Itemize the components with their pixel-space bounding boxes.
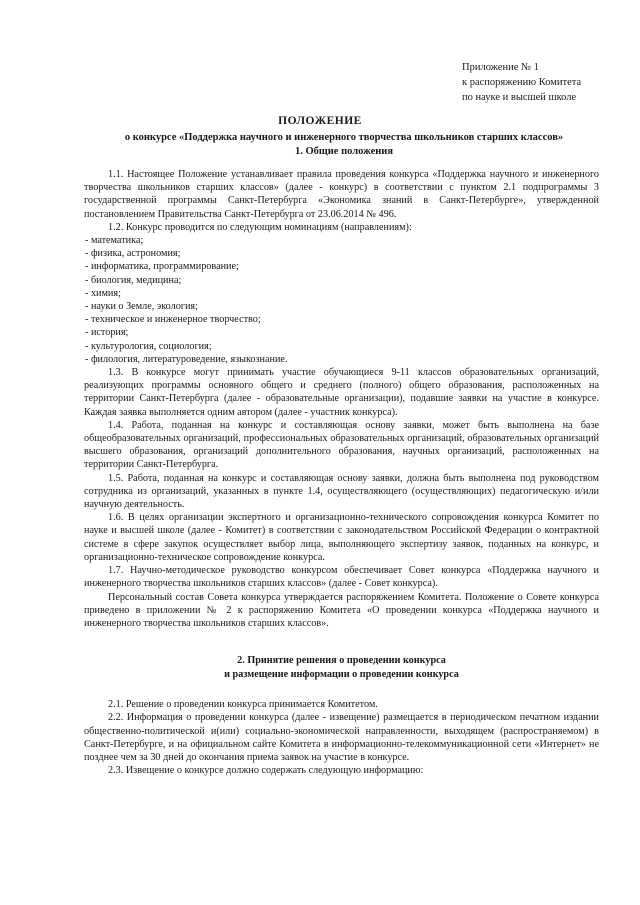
appendix-line-3: по науке и высшей школе — [462, 92, 577, 103]
appendix-note — [462, 60, 632, 105]
document-body — [84, 168, 599, 777]
section-1-heading: 1. Общие положения — [294, 146, 394, 157]
nomination-item: - физика, астрономия; — [85, 248, 181, 260]
nomination-item: - химия; — [85, 287, 121, 299]
section-2-heading — [84, 654, 599, 682]
nomination-item: - информатика, программирование; — [85, 261, 239, 273]
paragraph-1-3: 1.3. В конкурсе могут принимать участие обучающиеся 9-11 классов образовательных организаций, реализующих программы основного общего и среднего (полного) общего образования, расположенных на территории Санкт-Петербурга (далее - образовательные организации), подавшие заявки на участие в конкурсе. Каждая заявка выполняется одним автором (далее - участник конкурса). — [84, 367, 599, 418]
appendix-line-2: к распоряжению Комитета — [462, 77, 582, 88]
paragraph-1-1: 1.1. Настоящее Положение устанавливает правила проведения конкурса «Поддержка научного и инженерного творчества школьников старших классов» (далее - конкурс) в соответствии с пунктом 2.1 подпрограммы 3 государственной программы Санкт-Петербурга «Экономика знаний в Санкт-Петербурге», утвержденной постановлением Правительства Санкт-Петербурга от 23.06.2014 № 496. — [84, 169, 599, 220]
paragraph-1-8: Персональный состав Совета конкурса утверждается распоряжением Комитета. Положение о Совете конкурса приведено в приложении № 2 к распоряжению Комитета «О проведении конкурса «Поддержка научного и инженерного творчества школьников старших классов». — [84, 591, 599, 629]
paragraph-1-6: 1.6. В целях организации экспертного и организационно-технического сопровождения конкурса Комитет по науке и высшей школе (далее - Комитет) в соответствии с законодательством Российской Федерации о контрактной системе в сфере закупок осуществляет выбор лица, выполняющего экспертизу заявок, поданных на конкурс, и организационно-техническое сопровождение конкурса. — [84, 512, 599, 563]
paragraph-2-2: 2.2. Информация о проведении конкурса (далее - извещение) размещается в периодическом печатном издании общественно-политической и(или) социально-экономической направленности, выходящем (распространяемом) в Санкт-Петербурге, и на официальном сайте Комитета в информационно-телекоммуникационной сети «Интернет» не позднее чем за 30 дней до окончания приема заявок на участие в конкурсе. — [84, 712, 599, 763]
paragraph-2-1: 2.1. Решение о проведении конкурса принимается Комитетом. — [108, 699, 378, 711]
subtitle-line-1: о конкурсе «Поддержка научного и инженерного творчества школьников старших классов» — [124, 132, 564, 143]
section-2-heading-line-2: и размещение информации о проведении конкурса — [224, 669, 459, 681]
nomination-item: - биология, медицина; — [85, 274, 182, 286]
nomination-item: - математика; — [85, 235, 144, 247]
document-subtitle — [84, 131, 604, 159]
paragraph-1-4: 1.4. Работа, поданная на конкурс и составляющая основу заявки, может быть выполнена на базе общеобразовательных организаций, профессиональных образовательных организаций, образовательных организаций высшего образования, организаций дополнительного образования, научных организаций, расположенных на территории Санкт-Петербурга. — [84, 419, 599, 471]
document-title: ПОЛОЖЕНИЕ — [278, 115, 362, 127]
paragraph-2-3: 2.3. Извещение о конкурсе должно содержать следующую информацию: — [108, 765, 424, 777]
appendix-line-1: Приложение № 1 — [462, 62, 539, 73]
nomination-item: - филология, литературоведение, языкознание. — [85, 353, 288, 365]
nomination-item: - история; — [85, 327, 129, 339]
paragraph-1-7: 1.7. Научно-методическое руководство конкурсом обеспечивает Совет конкурса «Поддержка научного и инженерного творчества школьников старших классов» (далее - Совет конкурса). — [84, 565, 599, 590]
nomination-item: - культурология, социология; — [85, 340, 212, 352]
section-2-heading-line-1: 2. Принятие решения о проведении конкурса — [237, 655, 446, 667]
paragraph-1-2: 1.2. Конкурс проводится по следующим номинациям (направлениям): — [108, 221, 412, 233]
nomination-item: - науки о Земле, экология; — [85, 301, 198, 313]
nomination-item: - техническое и инженерное творчество; — [85, 314, 261, 326]
paragraph-1-5: 1.5. Работа, поданная на конкурс и составляющая основу заявки, должна быть выполнена под руководством сотрудника из организаций, указанных в пункте 1.4, осуществляющего (осуществляющих) педагогическую и/или научную деятельность. — [84, 472, 599, 511]
